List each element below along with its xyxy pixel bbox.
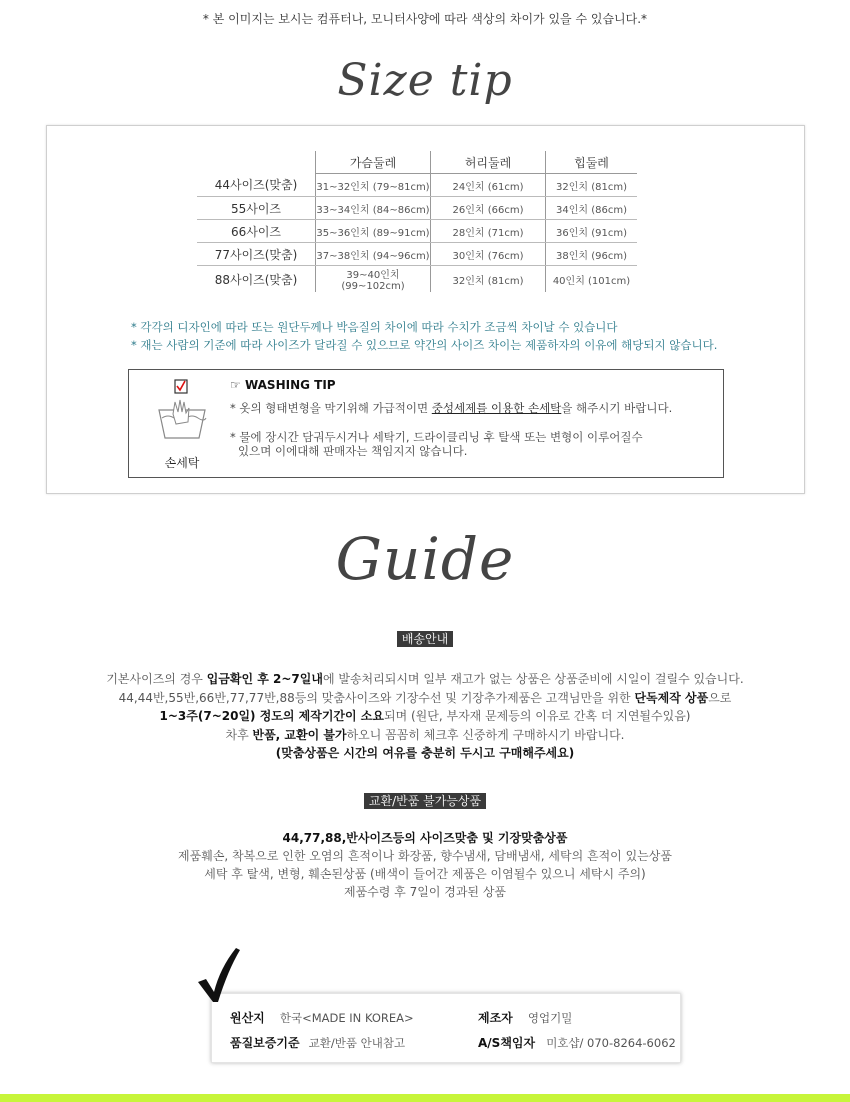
waist-value: 28인치 (71cm) <box>431 220 546 243</box>
table-row <box>197 266 637 293</box>
washing-line-1 <box>230 401 672 415</box>
maker-value: 영업기밀 <box>527 1011 573 1025</box>
header-waist: 허리둘레 <box>431 151 546 174</box>
delivery-line-4b: 반품, 교환이 불가 <box>252 727 347 742</box>
hip-value: 32인치 (81cm) <box>546 174 638 197</box>
origin-label: 원산지 <box>230 1011 265 1025</box>
header-hip: 힙둘레 <box>546 151 638 174</box>
size-tip-panel <box>46 125 805 494</box>
size-note: * 각각의 디자인에 따라 또는 원단두께나 박음질의 차이에 따라 수치가 조금씩 차이날 수 있습니다 <box>131 320 618 334</box>
hip-value: 34인치 (86cm) <box>546 197 638 220</box>
header-blank <box>197 151 316 174</box>
size-notes <box>131 318 717 354</box>
nonreturn-line-4: 제품수령 후 7일이 경과된 상품 <box>344 885 506 899</box>
washing-instructions <box>230 401 672 458</box>
size-label: 66사이즈 <box>197 220 316 243</box>
delivery-line-4 <box>0 726 850 745</box>
table-row <box>197 197 637 220</box>
size-label: 88사이즈(맞춤) <box>214 272 298 287</box>
delivery-line-2b: 단독제작 상품 <box>634 690 709 705</box>
waist-value: 32인치 (81cm) <box>431 266 546 293</box>
delivery-line-1 <box>0 670 850 689</box>
delivery-line-2c: 으로 <box>708 690 732 705</box>
chest-value: 35~36인치 (89~91cm) <box>316 220 431 243</box>
washing-tip-box <box>128 369 724 478</box>
hand-wash-label: 손세탁 <box>164 456 200 470</box>
chest-value: 39~40인치 (99~102cm) <box>316 266 431 293</box>
size-table-header <box>197 151 637 174</box>
washing-line-1-pre: * 옷의 형태변형을 막기위해 가급적이면 <box>230 401 432 415</box>
delivery-line-3b: 되며 (원단, 부자재 문제등의 이유로 간혹 더 지연될수있음) <box>383 709 691 723</box>
chest-value: 37~38인치 (94~96cm) <box>316 243 431 266</box>
hip-value: 38인치 (96cm) <box>546 243 638 266</box>
size-label: 55사이즈 <box>197 197 316 220</box>
delivery-line-3a: 1~3주(7~20일) 정도의 제작기간이 소요 <box>159 709 384 723</box>
nonreturn-badge-wrap <box>0 790 850 809</box>
size-note: * 재는 사람의 기준에 따라 사이즈가 달라질 수 있으므로 약간의 사이즈 차이는 제품하자의 이유에 해당되지 않습니다. <box>131 338 718 352</box>
washing-line-2: * 물에 장시간 담궈두시거나 세탁기, 드라이클리닝 후 탈색 또는 변형이 이루어질수 <box>230 430 643 444</box>
size-table <box>197 151 637 292</box>
hip-value: 40인치 (101cm) <box>546 266 638 293</box>
color-disclaimer: * 본 이미지는 보시는 컴퓨터나, 모니터사양에 따라 색상의 차이가 있을 수 있습니다.* <box>202 12 648 26</box>
size-tip-title: Size tip <box>337 55 513 106</box>
maker-row <box>478 1007 572 1026</box>
delivery-line-4a: 차후 <box>225 727 253 742</box>
maker-label: 제조자 <box>478 1011 513 1025</box>
washing-line-3: 있으며 이에대해 판매자는 책임지지 않습니다. <box>238 444 468 458</box>
as-value: 미호샵/ 070-8264-6062 <box>546 1036 676 1050</box>
waist-value: 30인치 (76cm) <box>431 243 546 266</box>
nonreturn-line-2: 제품훼손, 착복으로 인한 오염의 흔적이나 화장품, 향수냄새, 담배냄새, 세탁의 흔적이 있는상품 <box>178 849 672 863</box>
washing-line-1-post: 을 해주시기 바랍니다. <box>561 401 673 415</box>
nonreturn-badge: 교환/반품 불가능상품 <box>364 793 486 809</box>
delivery-badge: 배송안내 <box>397 631 453 647</box>
washing-line-1-emphasis: 중성세제를 이용한 손세탁 <box>431 401 562 415</box>
delivery-line-1c: 에 발송처리되시며 일부 재고가 없는 상품은 상품준비에 시일이 걸릴수 있습니다. <box>322 672 744 686</box>
size-label: 44사이즈(맞춤) <box>197 174 316 197</box>
waist-value: 24인치 (61cm) <box>431 174 546 197</box>
as-row <box>478 1032 676 1051</box>
delivery-line-1a: 기본사이즈의 경우 <box>106 672 207 686</box>
as-label: A/S책임자 <box>478 1036 536 1050</box>
delivery-line-5 <box>0 744 850 763</box>
quality-value: 교환/반품 안내참고 <box>308 1036 406 1050</box>
origin-value: 한국<MADE IN KOREA> <box>279 1011 414 1025</box>
header-chest: 가슴둘레 <box>316 151 431 174</box>
product-origin-panel <box>211 993 681 1063</box>
nonreturn-line-1-bold: 44,77,88,반사이즈등의 사이즈맞춤 및 기장맞춤상품 <box>282 831 568 845</box>
chest-value: 33~34인치 (84~86cm) <box>316 197 431 220</box>
nonreturn-info <box>0 829 850 901</box>
delivery-info <box>0 670 850 763</box>
delivery-line-3 <box>0 707 850 726</box>
checkmark-icon <box>196 946 244 1004</box>
nonreturn-line-1 <box>0 829 850 847</box>
delivery-line-2a: 44,44반,55반,66반,77,77반,88등의 맞춤사이즈와 기장수선 및 기장추가제품은 고객님만을 위한 <box>118 690 635 705</box>
nonreturn-line-3: 세탁 후 탈색, 변형, 훼손된상품 (배색이 들어간 제품은 이염될수 있으니 세탁시 주의) <box>204 867 646 881</box>
table-row <box>197 220 637 243</box>
origin-row <box>230 1007 414 1026</box>
washing-tip-title <box>230 378 336 392</box>
delivery-badge-wrap <box>0 628 850 647</box>
waist-value: 26인치 (66cm) <box>431 197 546 220</box>
hip-value: 36인치 (91cm) <box>546 220 638 243</box>
size-label: 77사이즈(맞춤) <box>197 243 316 266</box>
hand-wash-symbol <box>151 378 213 472</box>
bottom-accent-bar <box>0 1094 850 1102</box>
table-row <box>197 174 637 197</box>
delivery-line-5-bold: (맞춤상품은 시간의 여유를 충분히 두시고 구매해주세요) <box>275 746 575 760</box>
delivery-line-4c: 하오니 꼼꼼히 체크후 신중하게 구매하시기 바랍니다. <box>346 727 625 742</box>
chest-value: 31~32인치 (79~81cm) <box>316 174 431 197</box>
hand-wash-icon <box>151 378 213 450</box>
guide-title: Guide <box>335 525 515 593</box>
table-row <box>197 243 637 266</box>
quality-label: 품질보증기준 <box>230 1036 300 1050</box>
washing-tip-heading: WASHING TIP <box>244 378 336 392</box>
delivery-line-1b: 입금확인 후 2~7일내 <box>206 672 323 686</box>
quality-row <box>230 1032 405 1051</box>
delivery-line-2 <box>0 689 850 708</box>
pointing-hand-icon: ☞ <box>230 378 245 392</box>
